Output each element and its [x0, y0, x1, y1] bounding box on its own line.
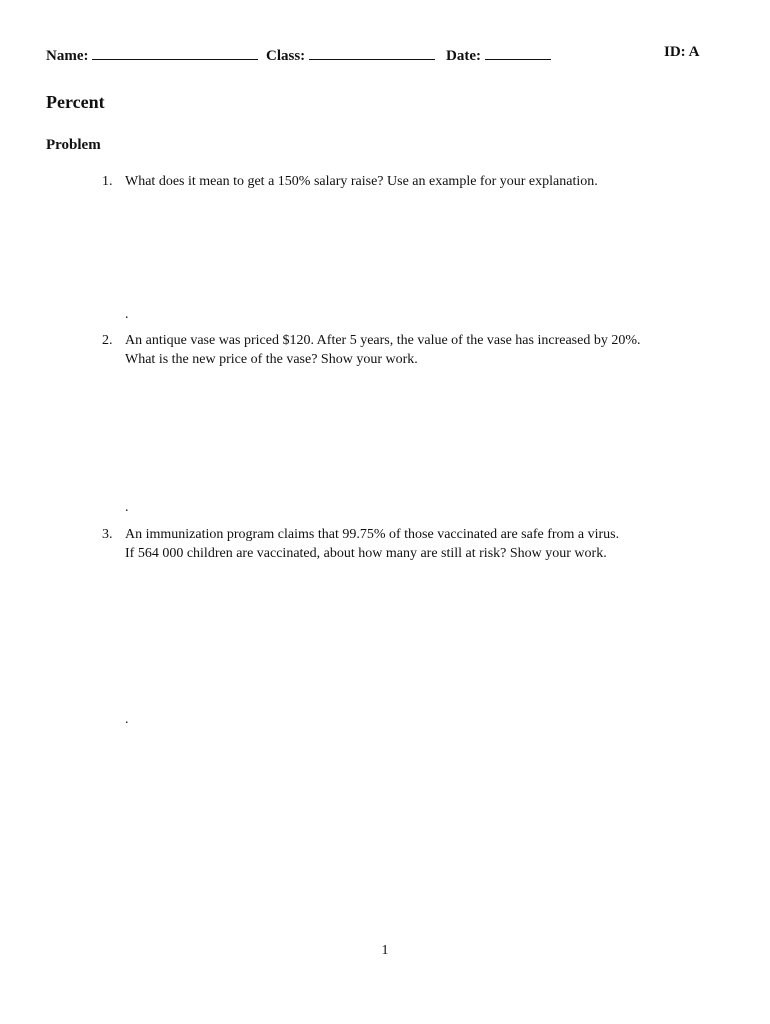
- problem-number: 3.: [102, 527, 113, 542]
- worksheet-header: [46, 44, 706, 66]
- page-number: 1: [381, 943, 389, 958]
- date-blank[interactable]: [485, 44, 551, 60]
- name-field[interactable]: [46, 44, 258, 65]
- problem-line: What does it mean to get a 150% salary raise? Use an example for your explanation.: [125, 174, 598, 189]
- answer-mark: .: [125, 712, 129, 727]
- problem-text: [125, 332, 685, 369]
- problem-number: 2.: [102, 333, 113, 348]
- problem-line: An antique vase was priced $120. After 5 years, the value of the vase has increased by 20%.: [125, 333, 641, 348]
- answer-mark: .: [125, 307, 129, 322]
- problem-text: [125, 526, 685, 563]
- problem-line: An immunization program claims that 99.75% of those vaccinated are safe from a virus.: [125, 527, 620, 542]
- name-label: Name:: [46, 48, 89, 64]
- section-heading: Problem: [46, 137, 101, 153]
- problem-number: 1.: [102, 174, 113, 189]
- date-field[interactable]: [446, 44, 551, 65]
- name-blank[interactable]: [92, 44, 258, 60]
- class-blank[interactable]: [309, 44, 435, 60]
- class-label: Class:: [266, 48, 306, 64]
- problem-line: What is the new price of the vase? Show your work.: [125, 351, 418, 367]
- problem-line: If 564 000 children are vaccinated, about how many are still at risk? Show your work.: [125, 545, 607, 561]
- class-field[interactable]: [266, 44, 435, 65]
- id-label: ID: A: [664, 44, 700, 60]
- answer-mark: .: [125, 500, 129, 515]
- problem-text: [125, 173, 685, 192]
- page-title: Percent: [46, 92, 105, 112]
- date-label: Date:: [446, 48, 481, 64]
